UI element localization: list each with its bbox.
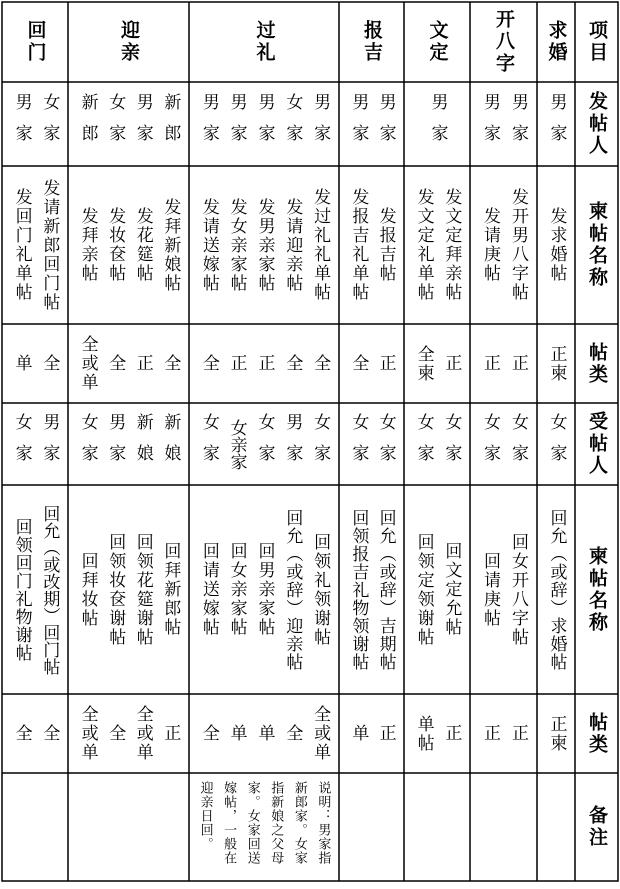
label-huitielei: [575, 694, 618, 773]
text-huitielei-wending-2: 单帖: [413, 714, 434, 753]
text-tiemingcheng-baoji-1: 发报吉帖: [375, 207, 396, 283]
cell-tiemingcheng-wending: [404, 166, 470, 324]
text-huitiemingcheng-baoji-2: 回领报吉礼物领谢帖: [348, 508, 369, 671]
cell-shoutieren-yingqin: [68, 403, 189, 485]
text-tielei-kaibazi-2: 正: [480, 354, 500, 373]
text-huitiemingcheng-guoli-4: 回女亲家帖: [226, 542, 247, 637]
cell-huitielei-wending: [404, 694, 470, 773]
text-shoutieren-yingqin-3: 男家: [105, 413, 126, 475]
text-fatieren-yingqin-1: 新郎: [160, 93, 181, 155]
text-huitielei-yingqin-4: 全或单: [77, 705, 98, 762]
text-tielei-guoli-1: 全: [310, 354, 331, 373]
cell-huitielei-huimen: [2, 694, 68, 773]
cell-fatieren-kaibazi: [470, 82, 537, 166]
text-shoutieren-baoji-2: 女家: [348, 413, 369, 475]
header-xiangmu-text: 项目: [586, 20, 608, 64]
text-fatieren-baoji-2: 男家: [348, 93, 369, 155]
label-tielei-text: 帖类: [586, 341, 608, 386]
cell-shoutieren-wending: [404, 403, 470, 485]
text-shoutieren-guoli-5: 女家: [198, 413, 219, 475]
text-shoutieren-guoli-2: 男家: [282, 413, 303, 475]
text-huitiemingcheng-guoli-5: 回请送嫁帖: [198, 542, 219, 637]
text-fatieren-huimen-2: 男家: [11, 93, 32, 155]
text-tiemingcheng-guoli-4: 发女亲家帖: [226, 197, 247, 293]
text-tielei-guoli-5: 全: [198, 354, 219, 373]
text-huitielei-yingqin-3: 全: [105, 724, 126, 743]
text-tiemingcheng-huimen-2: 发回门礼单帖: [11, 188, 32, 302]
text-tielei-qiuhun: 正柬: [546, 344, 567, 383]
text-fatieren-wending: 男家: [427, 93, 448, 155]
text-tielei-wending-2: 全柬: [413, 344, 434, 383]
text-shoutieren-qiuhun: 女家: [546, 413, 567, 475]
text-tielei-wending-1: 正: [441, 354, 462, 373]
label-tielei: [575, 324, 618, 403]
text-huitiemingcheng-guoli-3: 回男亲家帖: [254, 542, 275, 637]
cell-huitiemingcheng-qiuhun: [537, 485, 575, 694]
text-huitielei-guoli-1: 全或单: [310, 705, 331, 762]
cell-tiemingcheng-guoli: [189, 166, 339, 324]
text-shoutieren-kaibazi-2: 女家: [480, 413, 500, 475]
text-tielei-yingqin-3: 全: [105, 354, 126, 373]
text-shoutieren-wending-1: 女家: [441, 413, 462, 475]
cell-tielei-qiuhun: [537, 324, 575, 403]
cell-tielei-yingqin: [68, 324, 189, 403]
text-huitiemingcheng-kaibazi-1: 回女开八字帖: [508, 532, 528, 647]
cell-beizhu-guoli: [189, 773, 339, 881]
cell-fatieren-wending: [404, 82, 470, 166]
cell-fatieren-guoli: [189, 82, 339, 166]
text-huitiemingcheng-yingqin-1: 回拜新郎帖: [160, 542, 181, 637]
text-huitiemingcheng-guoli-1: 回领礼领谢帖: [310, 532, 331, 647]
text-fatieren-huimen-1: 女家: [39, 93, 60, 155]
text-shoutieren-yingqin-4: 女家: [77, 413, 98, 475]
label-shoutieren: [575, 403, 618, 485]
cell-huitiemingcheng-baoji: [339, 485, 404, 694]
text-fatieren-yingqin-2: 男家: [132, 93, 153, 155]
text-fatieren-baoji-1: 男家: [375, 93, 396, 155]
text-shoutieren-huimen-1: 男家: [39, 413, 60, 475]
text-tielei-guoli-3: 正: [254, 354, 275, 373]
text-fatieren-kaibazi-1: 男家: [508, 93, 528, 155]
header-baoji-text: 报吉: [361, 20, 383, 64]
text-tiemingcheng-baoji-2: 发报吉礼单帖: [348, 188, 369, 302]
text-huitielei-yingqin-1: 正: [160, 724, 181, 743]
text-tiemingcheng-kaibazi-1: 发开男八字帖: [508, 188, 528, 302]
text-huitielei-guoli-4: 单: [226, 724, 247, 743]
header-yingqin-text: 迎亲: [118, 20, 140, 64]
cell-tielei-huimen: [2, 324, 68, 403]
header-yingqin: [68, 2, 189, 82]
text-huitielei-kaibazi-1: 正: [508, 724, 528, 743]
text-huitiemingcheng-qiuhun: 回允（或辞）求婚帖: [546, 508, 567, 671]
text-huitiemingcheng-yingqin-2: 回领花筵谢帖: [132, 532, 153, 647]
text-tiemingcheng-wending-2: 发文定礼单帖: [413, 188, 434, 302]
text-huitiemingcheng-kaibazi-2: 回请庚帖: [480, 551, 500, 628]
text-huitiemingcheng-huimen-1: 回允（或改期）回门帖: [39, 504, 60, 675]
text-beizhu-guoli-4: 家。女家回送: [244, 781, 260, 865]
cell-tiemingcheng-kaibazi: [470, 166, 537, 324]
text-fatieren-yingqin-3: 女家: [105, 93, 126, 155]
header-huimen-text: 回门: [24, 20, 47, 64]
text-tielei-guoli-4: 正: [226, 354, 247, 373]
text-tiemingcheng-guoli-5: 发请送嫁帖: [198, 197, 219, 293]
text-fatieren-guoli-1: 男家: [310, 93, 331, 155]
header-kaibazi-text: 开八字: [493, 9, 515, 75]
text-fatieren-guoli-2: 女家: [282, 93, 303, 155]
text-beizhu-guoli-5: 嫁帖，一般在: [221, 781, 237, 865]
text-tiemingcheng-yingqin-2: 发花筵帖: [132, 207, 153, 283]
text-huitielei-guoli-2: 全: [282, 724, 303, 743]
text-tielei-yingqin-2: 正: [132, 354, 153, 373]
cell-huitielei-qiuhun: [537, 694, 575, 773]
cell-tiemingcheng-huimen: [2, 166, 68, 324]
text-huitiemingcheng-yingqin-4: 回拜妆帖: [77, 551, 98, 628]
text-tiemingcheng-guoli-2: 发请迎亲帖: [282, 197, 303, 293]
text-tielei-kaibazi-1: 正: [508, 354, 528, 373]
header-guoli: [189, 2, 339, 82]
cell-tielei-guoli: [189, 324, 339, 403]
text-tielei-baoji-1: 正: [375, 354, 396, 373]
cell-fatieren-yingqin: [68, 82, 189, 166]
text-shoutieren-guoli-3: 女家: [254, 413, 275, 475]
cell-tiemingcheng-qiuhun: [537, 166, 575, 324]
header-qiuhun: [537, 2, 575, 82]
cell-shoutieren-huimen: [2, 403, 68, 485]
text-tielei-baoji-2: 全: [348, 354, 369, 373]
label-shoutieren-text: 受帖人: [586, 411, 608, 477]
text-tiemingcheng-yingqin-1: 发拜新娘帖: [160, 197, 181, 293]
text-fatieren-kaibazi-2: 男家: [480, 93, 500, 155]
text-shoutieren-guoli-1: 女家: [310, 413, 331, 475]
text-huitielei-baoji-1: 正: [375, 724, 396, 743]
text-tiemingcheng-kaibazi-2: 发请庚帖: [480, 207, 500, 283]
text-shoutieren-kaibazi-1: 女家: [508, 413, 528, 475]
header-kaibazi: [470, 2, 537, 82]
text-beizhu-guoli-6: 迎亲日回。: [197, 781, 213, 851]
text-huitiemingcheng-wending-2: 回领定领谢帖: [413, 532, 434, 647]
text-tiemingcheng-guoli-1: 发过礼礼单帖: [310, 188, 331, 302]
cell-fatieren-qiuhun: [537, 82, 575, 166]
cell-huitiemingcheng-guoli: [189, 485, 339, 694]
text-tiemingcheng-guoli-3: 发男亲家帖: [254, 197, 275, 293]
text-tiemingcheng-qiuhun: 发求婚帖: [546, 207, 567, 283]
text-fatieren-qiuhun: 男家: [546, 93, 567, 155]
cell-shoutieren-guoli: [189, 403, 339, 485]
text-huitielei-baoji-2: 单: [348, 724, 369, 743]
text-beizhu-guoli-1: 说明：男家指: [315, 781, 331, 865]
cell-shoutieren-qiuhun: [537, 403, 575, 485]
text-tielei-guoli-2: 全: [282, 354, 303, 373]
text-huitiemingcheng-wending-1: 回文定允帖: [441, 542, 462, 637]
text-huitielei-qiuhun: 正柬: [546, 714, 567, 753]
text-tiemingcheng-huimen-1: 发请新郎回门帖: [39, 178, 60, 312]
text-shoutieren-baoji-1: 女家: [375, 413, 396, 475]
cell-tiemingcheng-baoji: [339, 166, 404, 324]
text-tielei-huimen-2: 单: [11, 354, 32, 373]
label-huitielei-text: 帖类: [586, 711, 608, 756]
text-shoutieren-guoli-4: 女亲家: [226, 418, 247, 470]
cell-shoutieren-baoji: [339, 403, 404, 485]
text-fatieren-yingqin-4: 新郎: [77, 93, 98, 155]
text-huitiemingcheng-yingqin-3: 回领妆奁谢帖: [105, 532, 126, 647]
text-huitiemingcheng-huimen-2: 回领回门礼物谢帖: [11, 517, 32, 662]
header-wending: [404, 2, 470, 82]
text-shoutieren-yingqin-1: 新娘: [160, 413, 181, 475]
cell-tiemingcheng-yingqin: [68, 166, 189, 324]
header-huimen: [2, 2, 68, 82]
cell-huitielei-yingqin: [68, 694, 189, 773]
cell-tielei-kaibazi: [470, 324, 537, 403]
text-shoutieren-huimen-2: 女家: [11, 413, 32, 475]
text-fatieren-guoli-5: 男家: [198, 93, 219, 155]
cell-huitiemingcheng-huimen: [2, 485, 68, 694]
text-tiemingcheng-yingqin-3: 发妆奁帖: [105, 207, 126, 283]
cell-huitiemingcheng-wending: [404, 485, 470, 694]
cell-huitielei-kaibazi: [470, 694, 537, 773]
text-huitielei-kaibazi-2: 正: [480, 724, 500, 743]
label-tiemingcheng: [575, 166, 618, 324]
text-beizhu-guoli-3: 指新娘之父母: [268, 781, 284, 865]
label-beizhu: [575, 773, 618, 881]
header-wending-text: 文定: [426, 20, 449, 64]
cell-huitiemingcheng-yingqin: [68, 485, 189, 694]
text-huitielei-guoli-3: 单: [254, 724, 275, 743]
text-huitielei-yingqin-2: 全或单: [132, 705, 153, 762]
label-huitiemingcheng-text: 柬帖名称: [586, 545, 608, 634]
cell-shoutieren-kaibazi: [470, 403, 537, 485]
text-huitielei-huimen-1: 全: [39, 724, 60, 743]
cell-tielei-baoji: [339, 324, 404, 403]
text-huitielei-huimen-2: 全: [11, 724, 32, 743]
cell-fatieren-huimen: [2, 82, 68, 166]
label-tiemingcheng-text: 柬帖名称: [586, 201, 608, 289]
text-tiemingcheng-wending-1: 发文定拜亲帖: [441, 188, 462, 302]
header-xiangmu: [575, 2, 618, 82]
label-fatieren-text: 发帖人: [586, 91, 608, 157]
text-tielei-yingqin-1: 全: [160, 354, 181, 373]
text-fatieren-guoli-4: 男家: [226, 93, 247, 155]
text-huitiemingcheng-guoli-2: 回允（或辞）迎亲帖: [282, 508, 303, 671]
cell-huitielei-baoji: [339, 694, 404, 773]
text-tielei-huimen-1: 全: [39, 354, 60, 373]
label-fatieren: [575, 82, 618, 166]
cell-huitielei-guoli: [189, 694, 339, 773]
text-fatieren-guoli-3: 男家: [254, 93, 275, 155]
text-tiemingcheng-yingqin-4: 发拜亲帖: [77, 207, 98, 283]
text-beizhu-guoli-2: 新郎家。女家: [291, 781, 307, 865]
header-guoli-text: 过礼: [253, 20, 276, 64]
text-huitiemingcheng-baoji-1: 回允（或辞）吉期帖: [375, 508, 396, 671]
label-huitiemingcheng: [575, 485, 618, 694]
text-tielei-yingqin-4: 全或单: [77, 335, 98, 392]
text-shoutieren-yingqin-2: 新娘: [132, 413, 153, 475]
cell-huitiemingcheng-kaibazi: [470, 485, 537, 694]
cell-fatieren-baoji: [339, 82, 404, 166]
header-baoji: [339, 2, 404, 82]
label-beizhu-text: 备注: [586, 805, 608, 849]
text-huitielei-wending-1: 正: [441, 724, 462, 743]
text-huitielei-guoli-5: 全: [198, 724, 219, 743]
text-shoutieren-wending-2: 女家: [413, 413, 434, 475]
header-qiuhun-text: 求婚: [545, 20, 568, 64]
cell-tielei-wending: [404, 324, 470, 403]
